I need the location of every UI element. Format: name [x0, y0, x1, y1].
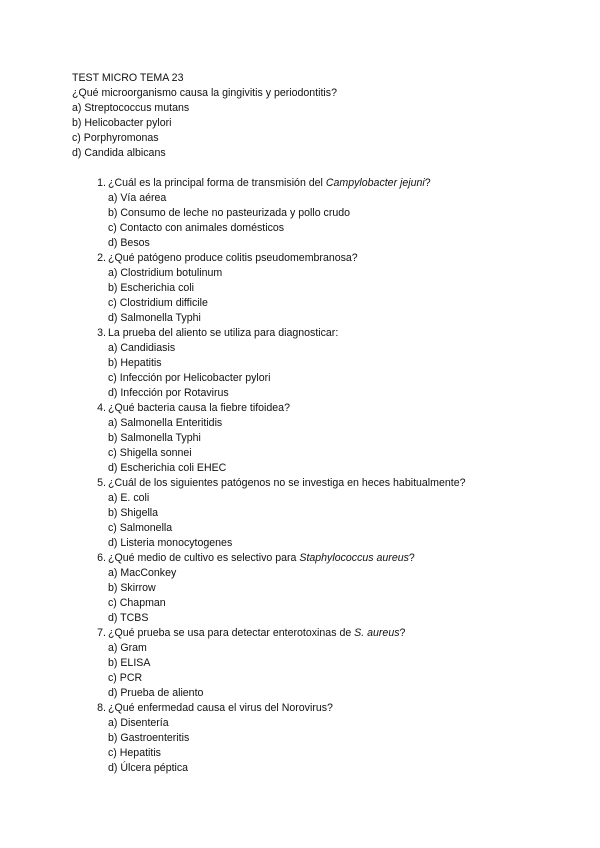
answer-option: d) Infección por Rotavirus	[108, 387, 229, 399]
answer-option: b) ELISA	[108, 657, 151, 669]
answer-option: b) Shigella	[108, 507, 159, 519]
question-stem: ¿Qué bacteria causa la fiebre tifoidea?	[108, 402, 290, 414]
question-item	[72, 176, 542, 251]
intro-option: c) Porphyromonas	[72, 132, 159, 144]
document-title: TEST MICRO TEMA 23	[72, 72, 184, 84]
answer-option: d) Prueba de aliento	[108, 687, 204, 699]
answer-option: b) Skirrow	[108, 582, 156, 594]
question-stem: ¿Qué medio de cultivo es selectivo para Staphylococcus aureus?	[108, 552, 415, 564]
answer-option: d) TCBS	[108, 612, 149, 624]
question-number: 2.	[97, 252, 106, 264]
answer-option: a) Disentería	[108, 717, 169, 729]
answer-option: c) PCR	[108, 672, 143, 684]
answer-option: c) Hepatitis	[108, 747, 161, 759]
question-item	[72, 701, 542, 776]
question-stem: ¿Qué prueba se usa para detectar enterotoxinas de S. aureus?	[108, 627, 406, 639]
answer-option: d) Escherichia coli EHEC	[108, 462, 227, 474]
answer-option: c) Infección por Helicobacter pylori	[108, 372, 271, 384]
intro-option: d) Candida albicans	[72, 147, 166, 159]
question-item	[72, 401, 542, 476]
intro-option: b) Helicobacter pylori	[72, 117, 172, 129]
question-item	[72, 326, 542, 401]
answer-option: b) Escherichia coli	[108, 282, 194, 294]
question-number: 5.	[97, 477, 106, 489]
question-item	[72, 251, 542, 326]
question-number: 3.	[97, 327, 106, 339]
answer-option: a) Clostridium botulinum	[108, 267, 223, 279]
answer-option: b) Hepatitis	[108, 357, 162, 369]
answer-option: a) Candidiasis	[108, 342, 176, 354]
answer-option: d) Salmonella Typhi	[108, 312, 201, 324]
question-number: 6.	[97, 552, 106, 564]
answer-option: d) Listeria monocytogenes	[108, 537, 233, 549]
intro-question	[72, 86, 542, 161]
question-stem: La prueba del aliento se utiliza para diagnosticar:	[108, 327, 339, 339]
answer-option: a) Vía aérea	[108, 192, 167, 204]
question-item	[72, 476, 542, 551]
question-stem: ¿Qué patógeno produce colitis pseudomembranosa?	[108, 252, 358, 264]
answer-option: b) Gastroenteritis	[108, 732, 190, 744]
answer-option: d) Úlcera péptica	[108, 762, 189, 774]
question-number: 8.	[97, 702, 106, 714]
answer-option: c) Chapman	[108, 597, 166, 609]
question-stem: ¿Cuál es la principal forma de transmisión del Campylobacter jejuni?	[108, 177, 431, 189]
answer-option: c) Salmonella	[108, 522, 173, 534]
question-number: 7.	[97, 627, 106, 639]
question-number: 1.	[97, 177, 106, 189]
question-item	[72, 626, 542, 701]
document-page	[72, 71, 542, 776]
answer-option: b) Salmonella Typhi	[108, 432, 201, 444]
answer-option: c) Shigella sonnei	[108, 447, 192, 459]
answer-option: a) MacConkey	[108, 567, 177, 579]
answer-option: a) E. coli	[108, 492, 150, 504]
answer-option: a) Gram	[108, 642, 147, 654]
question-stem: ¿Qué enfermedad causa el virus del Norovirus?	[108, 702, 333, 714]
answer-option: c) Clostridium difficile	[108, 297, 208, 309]
answer-option: c) Contacto con animales domésticos	[108, 222, 285, 234]
answer-option: d) Besos	[108, 237, 150, 249]
intro-option: a) Streptococcus mutans	[72, 102, 190, 114]
answer-option: b) Consumo de leche no pasteurizada y pollo crudo	[108, 207, 351, 219]
intro-question-stem: ¿Qué microorganismo causa la gingivitis y periodontitis?	[72, 87, 337, 99]
question-stem: ¿Cuál de los siguientes patógenos no se investiga en heces habitualmente?	[108, 477, 466, 489]
question-list	[72, 176, 542, 776]
answer-option: a) Salmonella Enteritidis	[108, 417, 223, 429]
question-number: 4.	[97, 402, 106, 414]
question-item	[72, 551, 542, 626]
